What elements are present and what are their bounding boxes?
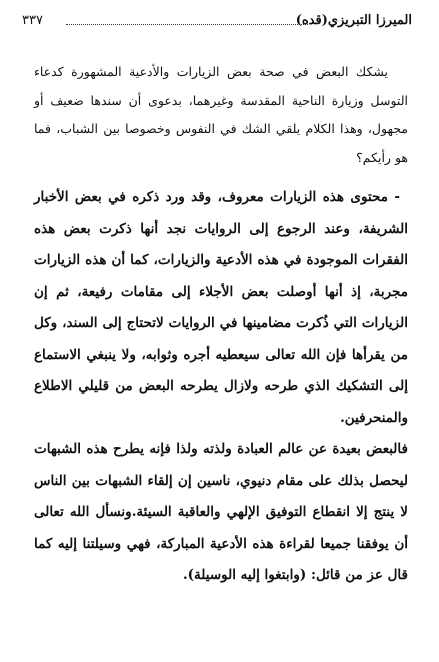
answer-paragraph-2: فالبعض بعيدة عن عالم العبادة ولذته ولذا فإنه يطرح هذه الشبهات ليحصل بذلك على مقام دنيوي، ناسين إن إلقاء الشبهات بين الناس لا ينتج إلا انقطاع التوفيق الإلهي والعاقبة السيئة.ونسأل الله تعالى أن يوفقنا جميعا لقراءة هذه الأدعية المباركة، فهي وسيلتنا إليه كما قال عز من قائل: (وابتغوا إليه الوسيلة). <box>34 441 408 583</box>
question-paragraph: يشكك البعض في صحة بعض الزيارات والأدعية المشهورة كدعاء التوسل وزيارة الناحية المقدسة وغيرهما، بدعوى أن سندها ضعيف أو مجهول، وهذا الكلام يلقي الشك في النفوس وخصوصا بين الشباب، فما هو رأيكم؟ <box>34 64 408 165</box>
header-title: الميرزا التبريزي(قده) <box>295 13 412 28</box>
answer-paragraph-1: - محتوى هذه الزيارات معروف، وقد ورد ذكره في بعض الأخبار الشريفة، وعند الرجوع إلى الروايات نجد أنها ذكرت بعض هذه الفقرات الموجودة في هذه الأدعية والزيارات، كما أن هذه الزيارات مجربة، إذ أنها أوصلت بعض الأجلاء إلى مقامات رفيعة، ثم إن الزيارات التي ذُكرت مضامينها في الروايات لاتحتاج إلى السند، وكل من يقرأها فإن الله تعالى سيعطيه أجره وثوابه، ولا ينبغي الاستماع إلى التشكيك الذي طرحه ولازال يطرحه البعض من قليلي الاطلاع والمنحرفين. <box>34 189 408 426</box>
answer-block <box>34 182 408 592</box>
page-body <box>34 58 408 592</box>
page-number: ٣٣٧ <box>22 13 43 28</box>
header-dotted-leader <box>66 24 308 25</box>
page-header <box>22 13 412 35</box>
